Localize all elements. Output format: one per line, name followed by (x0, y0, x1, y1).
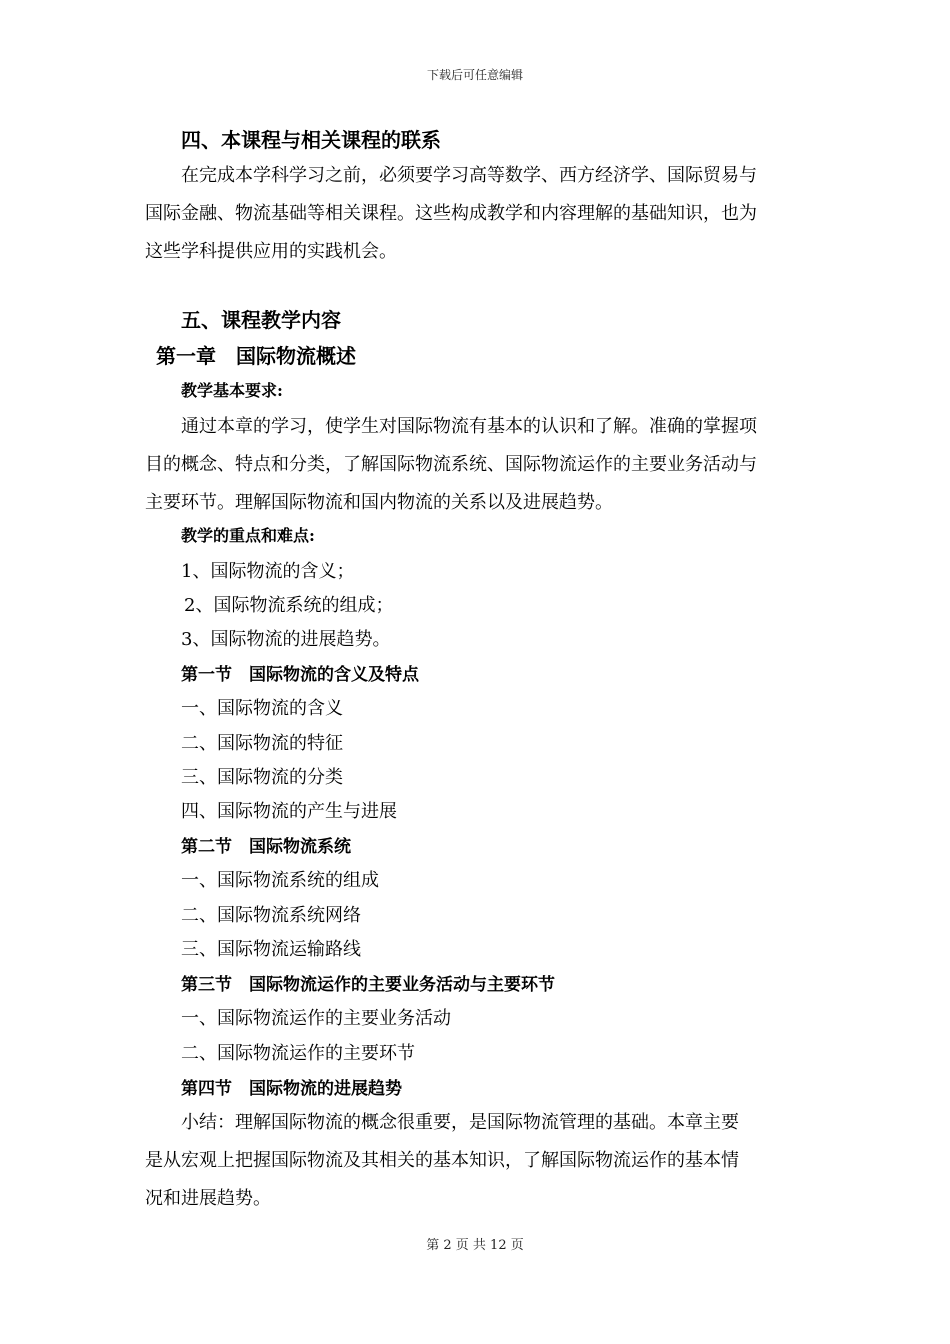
page-number: 第 2 页 共 12 页 (426, 1238, 524, 1253)
requirements-label: 教学基本要求: (181, 381, 283, 400)
paragraph-line: 通过本章的学习，使学生对国际物流有基本的认识和了解。准确的掌握项 (181, 416, 757, 437)
section-4-heading: 四、本课程与相关课程的联系 (181, 128, 441, 152)
key-point-item: 1、国际物流的含义； (181, 561, 355, 582)
paragraph-line: 国际金融、物流基础等相关课程。这些构成教学和内容理解的基础知识，也为 (145, 203, 757, 224)
paragraph-line: 目的概念、特点和分类，了解国际物流系统、国际物流运作的主要业务活动与 (145, 454, 757, 475)
outline-item: 四、国际物流的产生与进展 (181, 801, 397, 822)
summary-line: 是从宏观上把握国际物流及其相关的基本知识，了解国际物流运作的基本情 (145, 1150, 739, 1171)
outline-item: 一、国际物流运作的主要业务活动 (181, 1008, 451, 1029)
chapter-title: 第一章 国际物流概述 (156, 344, 356, 368)
paragraph-line: 这些学科提供应用的实践机会。 (145, 241, 397, 262)
summary-line: 况和进展趋势。 (145, 1188, 271, 1209)
header-note: 下载后可任意编辑 (426, 68, 523, 82)
paragraph-line: 主要环节。理解国际物流和国内物流的关系以及进展趋势。 (145, 492, 613, 513)
outline-item: 二、国际物流系统网络 (181, 905, 361, 926)
key-point-item: 2、国际物流系统的组成； (184, 595, 394, 616)
summary-line: 小结：理解国际物流的概念很重要，是国际物流管理的基础。本章主要 (181, 1112, 739, 1133)
outline-item: 一、国际物流系统的组成 (181, 870, 379, 891)
section-title: 第三节 国际物流运作的主要业务活动与主要环节 (181, 975, 555, 995)
outline-item: 二、国际物流运作的主要环节 (181, 1043, 415, 1064)
outline-item: 三、国际物流运输路线 (181, 939, 361, 960)
key-point-item: 3、国际物流的进展趋势。 (181, 629, 391, 650)
outline-item: 一、国际物流的含义 (181, 698, 343, 719)
paragraph-line: 在完成本学科学习之前，必须要学习高等数学、西方经济学、国际贸易与 (181, 165, 757, 186)
outline-item: 二、国际物流的特征 (181, 733, 343, 754)
section-title: 第二节 国际物流系统 (181, 837, 351, 857)
section-5-heading: 五、课程教学内容 (181, 308, 341, 332)
section-title: 第四节 国际物流的进展趋势 (181, 1079, 402, 1099)
section-title: 第一节 国际物流的含义及特点 (181, 665, 419, 685)
key-points-label: 教学的重点和难点: (181, 526, 315, 545)
outline-item: 三、国际物流的分类 (181, 767, 343, 788)
